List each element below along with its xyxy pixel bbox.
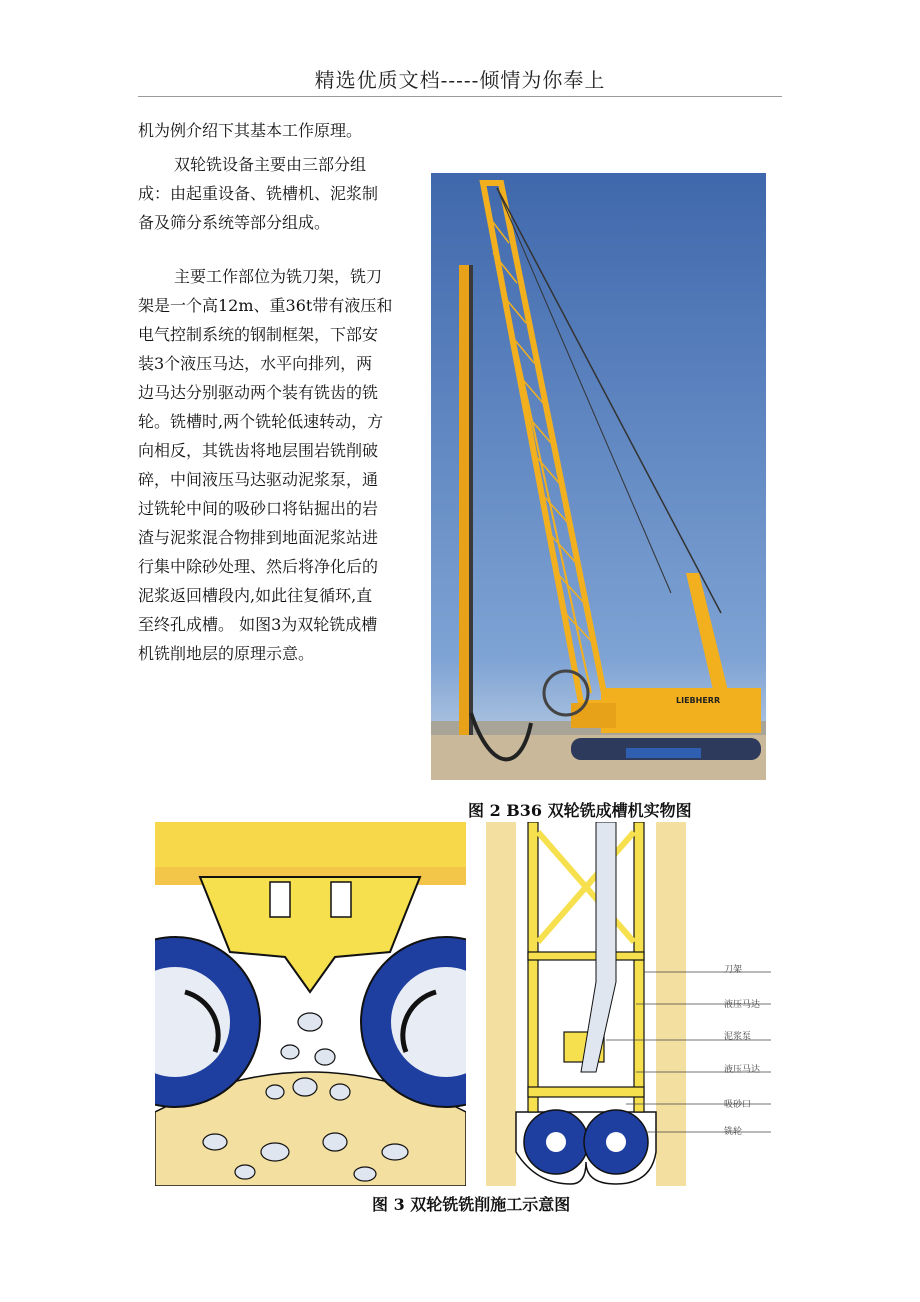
text-line: 机铣削地层的原理示意。 [138,644,315,663]
label-mud-pump: 泥浆泵 [724,1032,752,1042]
text-line: 装3个液压马达，水平向排列，两 [138,354,373,373]
label-cutting-wheel: 铣轮 [724,1127,743,1137]
text-line: 边马达分别驱动两个装有铣齿的铣 [138,383,379,402]
cutting-wheels-diagram [155,822,466,1186]
label-cutter-frame: 刀架 [724,965,743,975]
text-line: 行集中除砂处理、然后将净化后的 [138,557,379,576]
page-header-title: 精选优质文档-----倾情为你奉上 [314,68,606,92]
text-line: 轮。铣槽时,两个铣轮低速转动，方 [138,412,384,431]
text-line: 至终孔成槽。 如图3为双轮铣成槽 [138,615,378,634]
text-line: 渣与泥浆混合物排到地面泥浆站进 [138,528,379,547]
crane-photo [431,173,766,780]
text-line: 泥浆返回槽段内,如此往复循环,直 [138,586,373,605]
figure-2-caption: 图 2 B36 双轮铣成槽机实物图 [468,801,692,820]
header-divider [138,96,782,97]
label-suction-port: 吸砂口 [724,1100,752,1110]
trench-section-diagram [486,822,786,1186]
label-hydraulic-motor-1: 液压马达 [724,1000,761,1010]
text-line: 向相反，其铣齿将地层围岩铣削破 [138,441,379,460]
text-line: 双轮铣设备主要由三部分组 [174,155,367,174]
text-line: 成：由起重设备、铣槽机、泥浆制 [138,184,379,203]
text-line: 备及筛分系统等部分组成。 [138,213,331,232]
text-line: 架是一个高12m、重36t带有液压和 [138,296,393,315]
text-line: 主要工作部位为铣刀架，铣刀 [174,267,383,286]
label-hydraulic-motor-2: 液压马达 [724,1065,761,1075]
text-line: 电气控制系统的钢制框架，下部安 [138,325,379,344]
text-line: 过铣轮中间的吸砂口将钻掘出的岩 [138,499,379,518]
paragraph-2 [138,262,420,668]
figure-3-caption: 图 3 双轮铣铣削施工示意图 [372,1195,571,1214]
text-line: 碎，中间液压马达驱动泥浆泵，通 [138,470,379,489]
brand-text: LIEBHERR [676,696,721,705]
paragraph-0 [138,116,420,145]
paragraph-1 [138,150,420,237]
text-line: 机为例介绍下其基本工作原理。 [138,121,363,140]
